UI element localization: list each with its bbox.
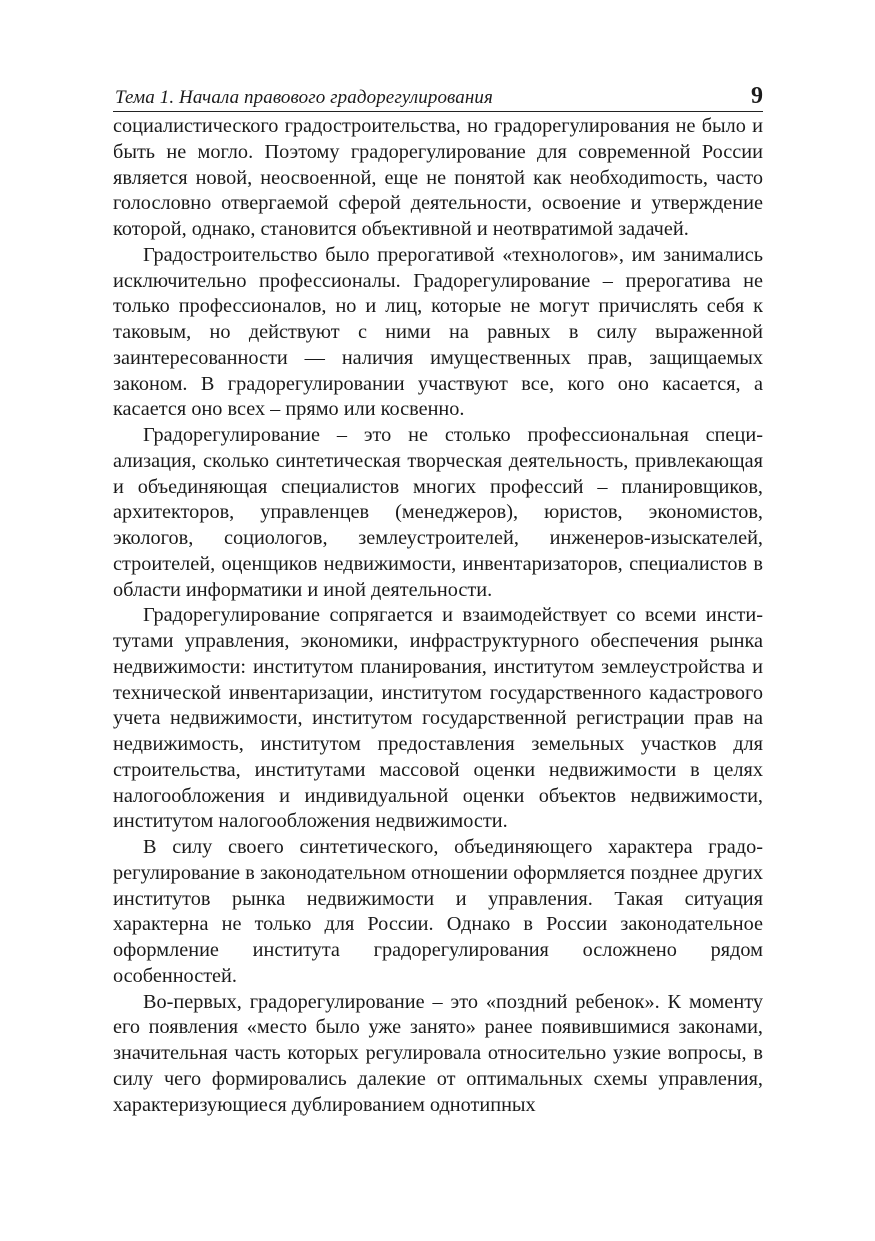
paragraph: Во-первых, градорегулирование – это «поздний ребенок». К моменту его появления «место было уже занято» ранее появившимися законами, значительная часть которых регулировала относительно узкие вопросы, в силу чего формировались далекие от оптимальных схемы управления, характеризующиеся дублированием однотипных xyxy=(113,990,763,1116)
paragraph: Градорегулирование сопрягается и взаимодействует со всеми институтами управления, экономики, инфраструктурного обеспечения рынка недвижимости: институтом планирования, институтом землеустройства и технической инвентаризации, институтом государственного кадастрового учета недвижимости, институтом государственной регистрации прав на недвижимость, институтом предоставления земельных участков для строительства, институтами массовой оценки недвижимости в целях налогообложения и индивидуальной оценки объектов недвижимости, институтом налогообложения недвижимости. xyxy=(113,604,763,833)
paragraph: Градостроительство было прерогативой «технологов», им занимались исключительно профессионалы. Градорегулирование – прерогатива не только профессионалов, но и лиц, которые не могут причислять себя к таковым, но действуют с ними на равных в силу выраженной заинтересованности — наличия имущественных прав, защищаемых законом. В градорегулировании участвуют все, кого оно касается, а касается оно всех – прямо или косвенно. xyxy=(113,243,763,421)
running-title: Тема 1. Начала правового градорегулирования xyxy=(115,87,493,108)
body-text xyxy=(113,114,763,1118)
running-header xyxy=(113,84,763,112)
paragraph-continued: социалистического градостроительства, но градорегулирования не было и быть не могло. Поэтому градорегулирование для современной России является новой, неосвоенной, еще не понятой как необходиmость, часто голословно отвергаемой сферой деятельности, освоение и утверждение которой, однако, становится объективной и неотвратимой задачей. xyxy=(113,115,763,240)
paragraph: В силу своего синтетического, объединяющего характера градорегулирование в законодательном отношении оформляется позднее других институтов рынка недвижимости и управления. Такая ситуация характерна не только для России. Однако в России законодательное оформление института градорегулирования осложнено рядом особенностей. xyxy=(113,836,763,987)
page-number: 9 xyxy=(751,83,763,109)
document-page xyxy=(113,84,763,1118)
paragraph: Градорегулирование – это не столько профессиональная специализация, сколько синтетическая творческая деятельность, привлекающая и объединяющая специалистов многих профессий – планировщиков, архитекторов, управленцев (менеджеров), юристов, экономистов, экологов, социологов, землеустроителей, инженеров-изыскателей, строителей, оценщиков недвижимости, инвентаризаторов, специалистов в области информатики и иной деятельности. xyxy=(113,424,763,601)
